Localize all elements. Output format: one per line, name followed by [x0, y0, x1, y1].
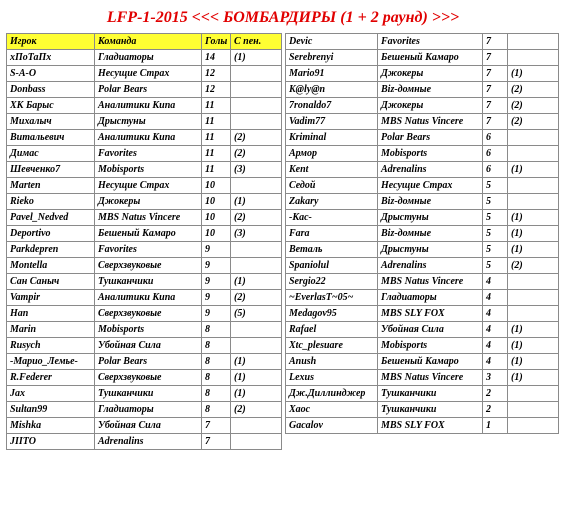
table-row — [286, 418, 559, 434]
table-row — [7, 402, 282, 418]
team-cell: MBS Natus Vincere — [378, 370, 483, 386]
goals-cell: 7 — [483, 114, 508, 130]
team-cell: Джокеры — [95, 194, 202, 210]
scorers-table-right — [285, 33, 559, 434]
player-cell: Седой — [286, 178, 378, 194]
player-cell: Веталь — [286, 242, 378, 258]
goals-cell: 5 — [483, 258, 508, 274]
player-cell: Donbass — [7, 82, 95, 98]
penalties-cell — [508, 418, 559, 434]
team-cell: Гладиаторы — [378, 290, 483, 306]
table-row — [286, 386, 559, 402]
table-row — [7, 82, 282, 98]
player-cell: Kent — [286, 162, 378, 178]
goals-cell: 9 — [202, 306, 231, 322]
player-cell: Lexus — [286, 370, 378, 386]
table-row — [286, 130, 559, 146]
table-row — [286, 66, 559, 82]
player-cell: Rafael — [286, 322, 378, 338]
penalties-cell: (2) — [508, 258, 559, 274]
penalties-cell — [508, 178, 559, 194]
penalties-cell: (1) — [508, 66, 559, 82]
penalties-cell: (1) — [231, 194, 282, 210]
penalties-cell: (1) — [508, 338, 559, 354]
penalties-cell — [508, 274, 559, 290]
player-cell: Vadim77 — [286, 114, 378, 130]
penalties-cell — [231, 242, 282, 258]
penalties-cell: (1) — [231, 274, 282, 290]
goals-cell: 9 — [202, 290, 231, 306]
penalties-cell — [231, 178, 282, 194]
table-row — [286, 50, 559, 66]
penalties-cell: (1) — [508, 162, 559, 178]
goals-cell: 1 — [483, 418, 508, 434]
goals-cell: 11 — [202, 114, 231, 130]
team-cell: Аналитики Кипа — [95, 130, 202, 146]
player-cell: Montella — [7, 258, 95, 274]
goals-cell: 5 — [483, 226, 508, 242]
player-cell: Сан Саныч — [7, 274, 95, 290]
table-body-left — [7, 50, 282, 450]
team-cell: Сверхзвуковые — [95, 306, 202, 322]
team-cell: Mobisports — [95, 162, 202, 178]
table-row — [286, 162, 559, 178]
goals-cell: 9 — [202, 274, 231, 290]
goals-cell: 10 — [202, 194, 231, 210]
player-cell: Rieko — [7, 194, 95, 210]
table-row — [286, 402, 559, 418]
player-cell: Parkdepren — [7, 242, 95, 258]
goals-cell: 8 — [202, 322, 231, 338]
player-cell: Vampir — [7, 290, 95, 306]
scorers-table-left — [6, 33, 282, 450]
table-row — [7, 226, 282, 242]
penalties-cell: (1) — [231, 50, 282, 66]
page-title: LFP-1-2015 <<< БОМБАРДИРЫ (1 + 2 раунд) >>> — [106, 9, 460, 26]
player-cell: Marten — [7, 178, 95, 194]
goals-cell: 11 — [202, 146, 231, 162]
player-cell: хПоТаПх — [7, 50, 95, 66]
goals-cell: 4 — [483, 354, 508, 370]
table-row — [7, 98, 282, 114]
goals-cell: 5 — [483, 210, 508, 226]
player-cell: Шевченко7 — [7, 162, 95, 178]
table-row — [7, 306, 282, 322]
goals-cell: 8 — [202, 370, 231, 386]
team-cell: Polar Bears — [95, 82, 202, 98]
penalties-cell: (1) — [508, 354, 559, 370]
penalties-cell: (1) — [508, 210, 559, 226]
penalties-cell: (3) — [231, 162, 282, 178]
team-cell: Несущие Страх — [378, 178, 483, 194]
table-row — [7, 242, 282, 258]
penalties-cell: (2) — [231, 402, 282, 418]
player-cell: Димас — [7, 146, 95, 162]
team-cell: Polar Bears — [95, 354, 202, 370]
table-row — [7, 386, 282, 402]
table-row — [7, 114, 282, 130]
goals-cell: 6 — [483, 162, 508, 178]
table-row — [286, 306, 559, 322]
team-cell: Убойная Сила — [95, 338, 202, 354]
penalties-cell — [508, 50, 559, 66]
goals-cell: 7 — [202, 434, 231, 450]
team-cell: Adrenalins — [378, 162, 483, 178]
table-row — [7, 338, 282, 354]
team-cell: Несущие Страх — [95, 178, 202, 194]
penalties-cell: (1) — [231, 370, 282, 386]
penalties-cell: (2) — [231, 146, 282, 162]
team-cell: Аналитики Кипа — [95, 290, 202, 306]
team-cell: Biz-домные — [378, 82, 483, 98]
player-cell: Mishka — [7, 418, 95, 434]
team-cell: Бешеный Камаро — [378, 354, 483, 370]
penalties-cell — [508, 402, 559, 418]
team-cell: Тушканчики — [95, 386, 202, 402]
penalties-cell: (3) — [231, 226, 282, 242]
goals-cell: 14 — [202, 50, 231, 66]
player-cell: Spaniolul — [286, 258, 378, 274]
table-body-right — [286, 34, 559, 434]
table-row — [7, 418, 282, 434]
team-cell: Дрыстуны — [378, 210, 483, 226]
table-row — [286, 290, 559, 306]
penalties-cell: (2) — [231, 130, 282, 146]
player-cell: ХК Барыс — [7, 98, 95, 114]
goals-cell: 8 — [202, 354, 231, 370]
table-row — [7, 370, 282, 386]
table-row — [7, 162, 282, 178]
table-row — [7, 146, 282, 162]
table-row — [7, 50, 282, 66]
goals-cell: 4 — [483, 322, 508, 338]
team-cell: Бешеный Камаро — [95, 226, 202, 242]
team-cell: MBS SLY FOX — [378, 306, 483, 322]
team-cell: Biz-домные — [378, 226, 483, 242]
team-cell: Гладиаторы — [95, 402, 202, 418]
team-cell: Biz-домные — [378, 194, 483, 210]
player-cell: -Кас- — [286, 210, 378, 226]
table-row — [7, 354, 282, 370]
team-cell: MBS Natus Vincere — [378, 114, 483, 130]
goals-cell: 7 — [483, 82, 508, 98]
player-cell: Sergio22 — [286, 274, 378, 290]
penalties-cell: (2) — [231, 290, 282, 306]
goals-cell: 7 — [483, 98, 508, 114]
goals-cell: 6 — [483, 130, 508, 146]
goals-cell: 12 — [202, 82, 231, 98]
header-team: Команда — [95, 34, 202, 50]
player-cell: Devic — [286, 34, 378, 50]
goals-cell: 5 — [483, 242, 508, 258]
penalties-cell — [231, 418, 282, 434]
table-row — [7, 290, 282, 306]
team-cell: Сверхзвуковые — [95, 258, 202, 274]
penalties-cell — [231, 322, 282, 338]
table-row — [286, 178, 559, 194]
player-cell: Jax — [7, 386, 95, 402]
table-row — [7, 274, 282, 290]
goals-cell: 7 — [483, 34, 508, 50]
penalties-cell — [508, 130, 559, 146]
penalties-cell: (2) — [231, 210, 282, 226]
table-row — [286, 146, 559, 162]
goals-cell: 8 — [202, 338, 231, 354]
goals-cell: 11 — [202, 98, 231, 114]
penalties-cell: (2) — [508, 114, 559, 130]
table-row — [286, 274, 559, 290]
team-cell: Дрыстуны — [95, 114, 202, 130]
player-cell: Rusych — [7, 338, 95, 354]
table-row — [7, 258, 282, 274]
player-cell: Marin — [7, 322, 95, 338]
goals-cell: 4 — [483, 274, 508, 290]
table-row — [286, 242, 559, 258]
player-cell: Anush — [286, 354, 378, 370]
player-cell: Дж.Диллинджер — [286, 386, 378, 402]
player-cell: Fara — [286, 226, 378, 242]
team-cell: Убойная Сила — [95, 418, 202, 434]
goals-cell: 9 — [202, 258, 231, 274]
table-row — [7, 210, 282, 226]
table-row — [286, 258, 559, 274]
goals-cell: 11 — [202, 162, 231, 178]
player-cell: Pavel_Nedved — [7, 210, 95, 226]
player-cell: 7ronaldo7 — [286, 98, 378, 114]
table-row — [286, 210, 559, 226]
team-cell: Mobisports — [378, 146, 483, 162]
header-penalties: С пен. — [231, 34, 282, 50]
table-row — [7, 322, 282, 338]
player-cell: -Марио_Лемье- — [7, 354, 95, 370]
team-cell: Adrenalins — [378, 258, 483, 274]
goals-cell: 12 — [202, 66, 231, 82]
goals-cell: 4 — [483, 306, 508, 322]
team-cell: Favorites — [95, 242, 202, 258]
penalties-cell — [231, 98, 282, 114]
goals-cell: 7 — [483, 66, 508, 82]
team-cell: Джокеры — [378, 98, 483, 114]
team-cell: Убойная Сила — [378, 322, 483, 338]
team-cell: Mobisports — [95, 322, 202, 338]
table-row — [286, 354, 559, 370]
table-row — [286, 370, 559, 386]
player-cell: Gacalov — [286, 418, 378, 434]
player-cell: R.Federer — [7, 370, 95, 386]
penalties-cell — [508, 194, 559, 210]
team-cell: MBS Natus Vincere — [95, 210, 202, 226]
table-row — [7, 194, 282, 210]
team-cell: Favorites — [95, 146, 202, 162]
penalties-cell — [231, 66, 282, 82]
team-cell: Сверхзвуковые — [95, 370, 202, 386]
table-row — [7, 178, 282, 194]
table-row — [7, 130, 282, 146]
penalties-cell: (2) — [508, 98, 559, 114]
team-cell: Аналитики Кипа — [95, 98, 202, 114]
table-row — [286, 98, 559, 114]
goals-cell: 4 — [483, 338, 508, 354]
penalties-cell: (1) — [231, 354, 282, 370]
player-cell: Zakary — [286, 194, 378, 210]
goals-cell: 7 — [202, 418, 231, 434]
table-row — [286, 322, 559, 338]
goals-cell: 5 — [483, 178, 508, 194]
team-cell: Тушканчики — [378, 386, 483, 402]
player-cell: Витальевич — [7, 130, 95, 146]
penalties-cell — [231, 82, 282, 98]
team-cell: Бешеный Камаро — [378, 50, 483, 66]
team-cell: Polar Bears — [378, 130, 483, 146]
penalties-cell: (1) — [508, 322, 559, 338]
goals-cell: 10 — [202, 226, 231, 242]
team-cell: Джокеры — [378, 66, 483, 82]
goals-cell: 11 — [202, 130, 231, 146]
player-cell: K@ly@n — [286, 82, 378, 98]
player-cell: Medagov95 — [286, 306, 378, 322]
player-cell: Sultan99 — [7, 402, 95, 418]
player-cell: JIITO — [7, 434, 95, 450]
penalties-cell — [231, 258, 282, 274]
table-row — [286, 226, 559, 242]
penalties-cell: (1) — [508, 242, 559, 258]
team-cell: Гладиаторы — [95, 50, 202, 66]
table-row — [286, 114, 559, 130]
team-cell: Дрыстуны — [378, 242, 483, 258]
team-cell: Тушканчики — [378, 402, 483, 418]
penalties-cell — [508, 34, 559, 50]
team-cell: Favorites — [378, 34, 483, 50]
goals-cell: 4 — [483, 290, 508, 306]
table-row — [286, 82, 559, 98]
player-cell: ~EverlasT~05~ — [286, 290, 378, 306]
table-row — [286, 338, 559, 354]
penalties-cell: (5) — [231, 306, 282, 322]
penalties-cell — [231, 114, 282, 130]
table-row — [286, 34, 559, 50]
table-row — [286, 194, 559, 210]
team-cell: MBS SLY FOX — [378, 418, 483, 434]
penalties-cell — [508, 146, 559, 162]
team-cell: Тушканчики — [95, 274, 202, 290]
player-cell: Хаос — [286, 402, 378, 418]
goals-cell: 3 — [483, 370, 508, 386]
player-cell: Serebrenyi — [286, 50, 378, 66]
team-cell: Mobisports — [378, 338, 483, 354]
player-cell: Kriminal — [286, 130, 378, 146]
penalties-cell — [508, 306, 559, 322]
goals-cell: 7 — [483, 50, 508, 66]
penalties-cell — [231, 338, 282, 354]
player-cell: S-A-O — [7, 66, 95, 82]
goals-cell: 8 — [202, 386, 231, 402]
goals-cell: 2 — [483, 402, 508, 418]
penalties-cell — [508, 290, 559, 306]
goals-cell: 8 — [202, 402, 231, 418]
penalties-cell — [508, 386, 559, 402]
header-row — [7, 34, 282, 50]
player-cell: Армор — [286, 146, 378, 162]
penalties-cell: (1) — [508, 370, 559, 386]
team-cell: Несущие Страх — [95, 66, 202, 82]
penalties-cell — [231, 434, 282, 450]
penalties-cell: (2) — [508, 82, 559, 98]
player-cell: Mario91 — [286, 66, 378, 82]
team-cell: Adrenalins — [95, 434, 202, 450]
player-cell: Xtc_plesuare — [286, 338, 378, 354]
penalties-cell: (1) — [231, 386, 282, 402]
player-cell: Михалыч — [7, 114, 95, 130]
header-player: Игрок — [7, 34, 95, 50]
goals-cell: 5 — [483, 194, 508, 210]
player-cell: Deportivo — [7, 226, 95, 242]
header-goals: Голы — [202, 34, 231, 50]
goals-cell: 10 — [202, 210, 231, 226]
goals-cell: 10 — [202, 178, 231, 194]
player-cell: Han — [7, 306, 95, 322]
goals-cell: 6 — [483, 146, 508, 162]
team-cell: MBS Natus Vincere — [378, 274, 483, 290]
table-row — [7, 66, 282, 82]
goals-cell: 9 — [202, 242, 231, 258]
table-row — [7, 434, 282, 450]
goals-cell: 2 — [483, 386, 508, 402]
penalties-cell: (1) — [508, 226, 559, 242]
